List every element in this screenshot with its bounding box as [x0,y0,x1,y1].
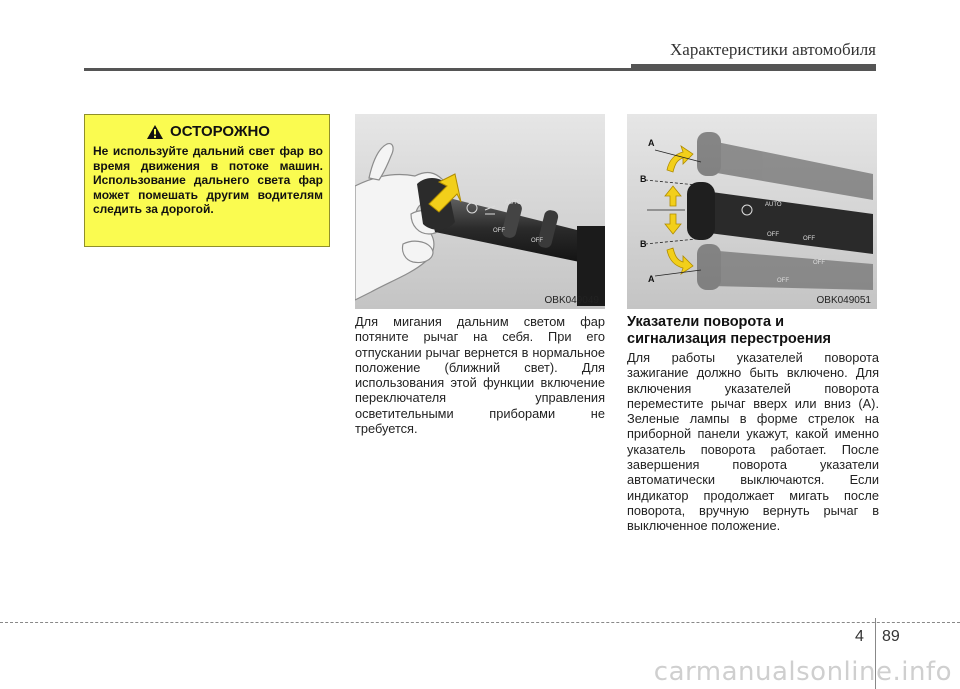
warning-text: Не используйте дальний свет фар во время движения в потоке машин. Использование дальнего света фар может помешать другим водителям следить за дорогой. [93,144,323,216]
callout-a-bottom: A [648,274,655,284]
lever-lower-label-off-2: OFF [813,260,825,266]
warning-title: ОСТОРОЖНО [170,123,270,140]
figure-code: OBK049049 [544,295,599,306]
callout-a-top: A [648,138,655,148]
warning-header [93,123,323,140]
warning-box [84,114,330,247]
lever-main-label-auto: AUTO [765,202,782,208]
header-rule-accent [631,64,876,71]
lever-turn-illustration [627,114,877,309]
lever-label-off-2: OFF [531,238,543,244]
callout-b-bottom: B [640,239,647,249]
lever-main-label-off-2: OFF [803,236,815,242]
page-number: 89 [882,628,900,645]
figure-lever-flash [355,114,605,309]
flash-paragraph: Для мигания дальним светом фар потяните рычаг на себя. При его отпускании рычаг вернется в нормальное положение (ближний свет). Для использования этой функции включение переключателя управления осветительными приборами не требуется. [355,314,605,437]
lever-flash-illustration [355,114,605,309]
watermark: carmanualsonline.info [653,657,952,687]
turn-signals-heading: Указатели поворота и сигнализация перестроения [627,314,831,347]
callout-b-top: B [640,174,647,184]
section-title: Характеристики автомобиля [670,40,876,59]
figure-lever-turn [627,114,877,309]
footer-rule [0,622,960,623]
lever-lower-label-off-1: OFF [777,278,789,284]
lever-label-auto: AUTO [505,200,522,206]
warning-triangle-icon [146,124,164,140]
chapter-number: 4 [855,628,864,645]
figure-code: OBK049051 [816,295,871,306]
turn-signals-paragraph: Для работы указателей поворота зажигание должно быть включено. Для включения указателей поворота переместите рычаг вверх или вниз (A). Зеленые лампы в форме стрелок на приборной панели укажут, какой именно указатель поворота работает. После завершения поворота указатели автоматически выключаются. Если индикатор продолжает мигать после поворота, вручную вернуть рычаг в выключенное положение. [627,350,879,534]
lever-label-off-1: OFF [493,228,505,234]
lever-main-label-off-1: OFF [767,232,779,238]
